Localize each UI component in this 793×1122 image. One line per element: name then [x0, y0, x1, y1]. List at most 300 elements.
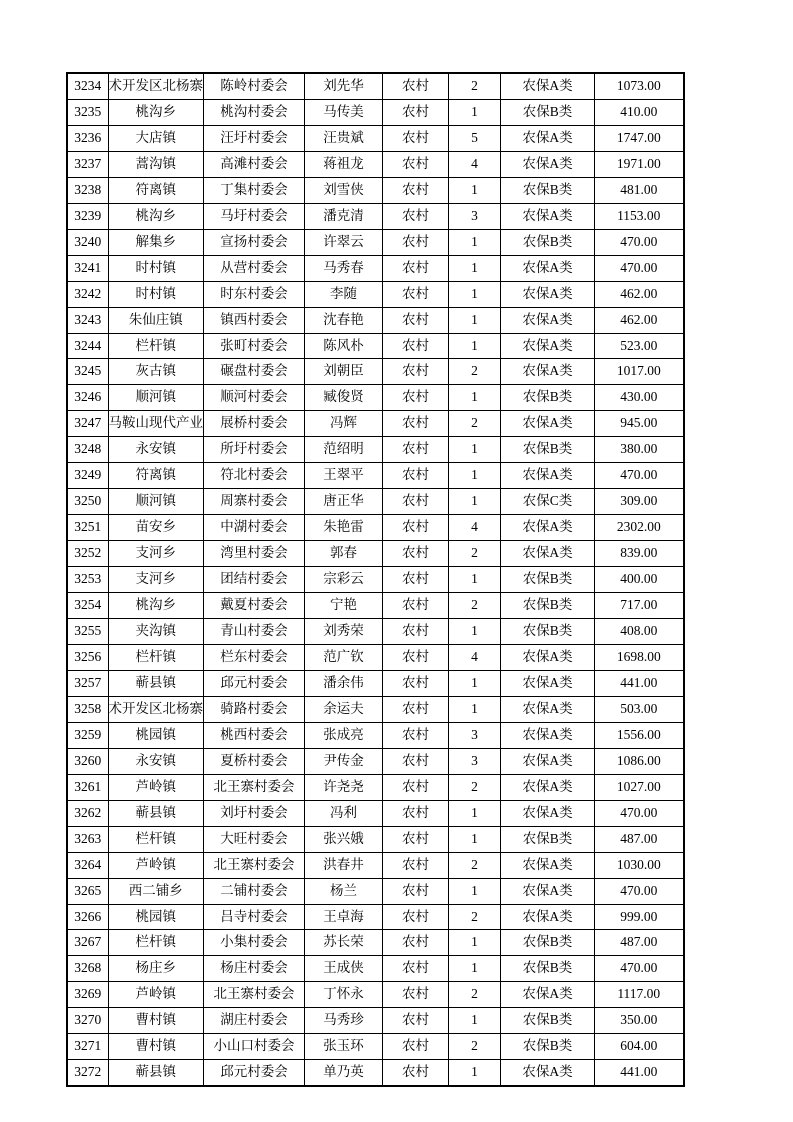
cell-town: 顺河镇: [108, 385, 204, 411]
cell-person-name: 潘克清: [305, 203, 383, 229]
cell-amount: 470.00: [595, 878, 684, 904]
cell-person-name: 许翠云: [305, 229, 383, 255]
cell-person-name: 马传美: [305, 99, 383, 125]
cell-town: 栏杆镇: [108, 644, 204, 670]
cell-household-type: 农村: [383, 1034, 449, 1060]
cell-town: 时村镇: [108, 255, 204, 281]
cell-sequence-number: 3254: [67, 593, 108, 619]
table-row: [67, 437, 684, 463]
table-row: [67, 255, 684, 281]
cell-person-name: 张成亮: [305, 722, 383, 748]
table-row: [67, 281, 684, 307]
cell-town: 桃沟乡: [108, 99, 204, 125]
cell-sequence-number: 3265: [67, 878, 108, 904]
cell-town: 桃园镇: [108, 904, 204, 930]
cell-sequence-number: 3259: [67, 722, 108, 748]
cell-person-count: 1: [449, 229, 501, 255]
cell-person-name: 唐正华: [305, 489, 383, 515]
cell-insurance-category: 农保A类: [501, 878, 595, 904]
table-row: [67, 385, 684, 411]
cell-insurance-category: 农保A类: [501, 541, 595, 567]
cell-person-name: 汪贵斌: [305, 125, 383, 151]
cell-sequence-number: 3269: [67, 982, 108, 1008]
cell-amount: 430.00: [595, 385, 684, 411]
cell-person-name: 马秀春: [305, 255, 383, 281]
cell-sequence-number: 3256: [67, 644, 108, 670]
cell-person-count: 1: [449, 177, 501, 203]
cell-household-type: 农村: [383, 748, 449, 774]
cell-person-name: 陈风朴: [305, 333, 383, 359]
cell-village-committee: 北王寨村委会: [204, 774, 305, 800]
cell-insurance-category: 农保B类: [501, 229, 595, 255]
cell-village-committee: 汪圩村委会: [204, 125, 305, 151]
cell-amount: 441.00: [595, 1060, 684, 1086]
cell-sequence-number: 3266: [67, 904, 108, 930]
cell-person-count: 2: [449, 73, 501, 99]
cell-amount: 408.00: [595, 619, 684, 645]
cell-household-type: 农村: [383, 982, 449, 1008]
cell-person-name: 范绍明: [305, 437, 383, 463]
cell-person-name: 臧俊贤: [305, 385, 383, 411]
table-row: [67, 826, 684, 852]
cell-town: 灰古镇: [108, 359, 204, 385]
cell-person-count: 1: [449, 956, 501, 982]
cell-person-count: 4: [449, 515, 501, 541]
cell-insurance-category: 农保A类: [501, 800, 595, 826]
table-row: [67, 463, 684, 489]
cell-village-committee: 所圩村委会: [204, 437, 305, 463]
cell-amount: 380.00: [595, 437, 684, 463]
cell-sequence-number: 3235: [67, 99, 108, 125]
cell-household-type: 农村: [383, 463, 449, 489]
cell-person-name: 潘余伟: [305, 670, 383, 696]
cell-household-type: 农村: [383, 800, 449, 826]
cell-person-count: 2: [449, 541, 501, 567]
cell-amount: 487.00: [595, 930, 684, 956]
cell-village-committee: 丁集村委会: [204, 177, 305, 203]
cell-amount: 470.00: [595, 255, 684, 281]
cell-village-committee: 符北村委会: [204, 463, 305, 489]
cell-village-committee: 邱元村委会: [204, 670, 305, 696]
cell-sequence-number: 3243: [67, 307, 108, 333]
cell-sequence-number: 3238: [67, 177, 108, 203]
cell-village-committee: 邱元村委会: [204, 1060, 305, 1086]
cell-amount: 1117.00: [595, 982, 684, 1008]
cell-town: 朱仙庄镇: [108, 307, 204, 333]
cell-town: 符离镇: [108, 463, 204, 489]
cell-town: 杨庄乡: [108, 956, 204, 982]
cell-insurance-category: 农保A类: [501, 904, 595, 930]
cell-town: 西二铺乡: [108, 878, 204, 904]
cell-household-type: 农村: [383, 956, 449, 982]
cell-household-type: 农村: [383, 359, 449, 385]
cell-insurance-category: 农保B类: [501, 1034, 595, 1060]
cell-amount: 470.00: [595, 956, 684, 982]
table-row: [67, 541, 684, 567]
cell-person-count: 1: [449, 1060, 501, 1086]
table-row: [67, 670, 684, 696]
cell-sequence-number: 3252: [67, 541, 108, 567]
cell-person-name: 宗彩云: [305, 567, 383, 593]
cell-sequence-number: 3241: [67, 255, 108, 281]
cell-household-type: 农村: [383, 437, 449, 463]
cell-person-count: 1: [449, 619, 501, 645]
cell-amount: 999.00: [595, 904, 684, 930]
cell-sequence-number: 3236: [67, 125, 108, 151]
cell-sequence-number: 3272: [67, 1060, 108, 1086]
cell-village-committee: 从营村委会: [204, 255, 305, 281]
cell-sequence-number: 3261: [67, 774, 108, 800]
cell-amount: 1027.00: [595, 774, 684, 800]
cell-household-type: 农村: [383, 644, 449, 670]
cell-insurance-category: 农保B类: [501, 99, 595, 125]
table-row: [67, 800, 684, 826]
cell-town: 顺河镇: [108, 489, 204, 515]
cell-household-type: 农村: [383, 1060, 449, 1086]
cell-sequence-number: 3234: [67, 73, 108, 99]
table-row: [67, 1034, 684, 1060]
cell-person-count: 2: [449, 1034, 501, 1060]
cell-town: 桃沟乡: [108, 203, 204, 229]
cell-town: 蕲县镇: [108, 1060, 204, 1086]
cell-sequence-number: 3267: [67, 930, 108, 956]
cell-amount: 839.00: [595, 541, 684, 567]
table-row: [67, 359, 684, 385]
cell-person-name: 刘朝臣: [305, 359, 383, 385]
cell-person-count: 5: [449, 125, 501, 151]
cell-insurance-category: 农保A类: [501, 151, 595, 177]
cell-village-committee: 戴夏村委会: [204, 593, 305, 619]
cell-insurance-category: 农保B类: [501, 593, 595, 619]
table-row: [67, 229, 684, 255]
cell-household-type: 农村: [383, 255, 449, 281]
table-row: [67, 333, 684, 359]
cell-village-committee: 栏东村委会: [204, 644, 305, 670]
cell-town: 曹村镇: [108, 1034, 204, 1060]
cell-amount: 717.00: [595, 593, 684, 619]
cell-amount: 1086.00: [595, 748, 684, 774]
cell-household-type: 农村: [383, 696, 449, 722]
cell-sequence-number: 3270: [67, 1008, 108, 1034]
cell-person-count: 3: [449, 722, 501, 748]
cell-village-committee: 小山口村委会: [204, 1034, 305, 1060]
cell-person-count: 3: [449, 203, 501, 229]
cell-insurance-category: 农保A类: [501, 73, 595, 99]
table-row: [67, 151, 684, 177]
cell-amount: 410.00: [595, 99, 684, 125]
cell-sequence-number: 3260: [67, 748, 108, 774]
cell-town: 解集乡: [108, 229, 204, 255]
table-row: [67, 619, 684, 645]
table-row: [67, 593, 684, 619]
cell-town: 大店镇: [108, 125, 204, 151]
cell-village-committee: 高滩村委会: [204, 151, 305, 177]
cell-sequence-number: 3244: [67, 333, 108, 359]
cell-person-name: 单乃英: [305, 1060, 383, 1086]
cell-town: 芦岭镇: [108, 982, 204, 1008]
cell-person-name: 郭春: [305, 541, 383, 567]
cell-amount: 470.00: [595, 800, 684, 826]
cell-amount: 604.00: [595, 1034, 684, 1060]
cell-town: 曹村镇: [108, 1008, 204, 1034]
cell-sequence-number: 3247: [67, 411, 108, 437]
cell-town: 桃园镇: [108, 722, 204, 748]
cell-insurance-category: 农保A类: [501, 463, 595, 489]
cell-person-name: 朱艳雷: [305, 515, 383, 541]
cell-insurance-category: 农保A类: [501, 125, 595, 151]
cell-village-committee: 骑路村委会: [204, 696, 305, 722]
cell-village-committee: 张町村委会: [204, 333, 305, 359]
cell-town: 永安镇: [108, 437, 204, 463]
cell-person-name: 丁怀永: [305, 982, 383, 1008]
cell-person-count: 2: [449, 852, 501, 878]
table-row: [67, 567, 684, 593]
cell-person-count: 1: [449, 670, 501, 696]
cell-amount: 945.00: [595, 411, 684, 437]
cell-person-name: 洪春井: [305, 852, 383, 878]
cell-sequence-number: 3250: [67, 489, 108, 515]
cell-person-name: 张玉环: [305, 1034, 383, 1060]
cell-village-committee: 桃沟村委会: [204, 99, 305, 125]
cell-town: 蕲县镇: [108, 670, 204, 696]
cell-person-name: 刘先华: [305, 73, 383, 99]
cell-household-type: 农村: [383, 177, 449, 203]
cell-insurance-category: 农保A类: [501, 255, 595, 281]
cell-person-name: 余运夫: [305, 696, 383, 722]
cell-person-count: 1: [449, 99, 501, 125]
cell-sequence-number: 3257: [67, 670, 108, 696]
cell-sequence-number: 3246: [67, 385, 108, 411]
cell-village-committee: 桃西村委会: [204, 722, 305, 748]
cell-household-type: 农村: [383, 515, 449, 541]
cell-town: 术开发区北杨寨: [108, 73, 204, 99]
table-row: [67, 904, 684, 930]
cell-sequence-number: 3255: [67, 619, 108, 645]
cell-amount: 1017.00: [595, 359, 684, 385]
cell-village-committee: 马圩村委会: [204, 203, 305, 229]
cell-person-count: 3: [449, 748, 501, 774]
cell-household-type: 农村: [383, 878, 449, 904]
cell-insurance-category: 农保A类: [501, 281, 595, 307]
cell-person-count: 1: [449, 333, 501, 359]
cell-village-committee: 顺河村委会: [204, 385, 305, 411]
cell-household-type: 农村: [383, 541, 449, 567]
cell-person-count: 1: [449, 489, 501, 515]
table-row: [67, 956, 684, 982]
cell-village-committee: 湾里村委会: [204, 541, 305, 567]
cell-town: 栏杆镇: [108, 930, 204, 956]
cell-person-name: 王翠平: [305, 463, 383, 489]
cell-insurance-category: 农保A类: [501, 1060, 595, 1086]
cell-insurance-category: 农保A类: [501, 852, 595, 878]
cell-household-type: 农村: [383, 852, 449, 878]
cell-village-committee: 团结村委会: [204, 567, 305, 593]
cell-household-type: 农村: [383, 567, 449, 593]
cell-person-name: 宁艳: [305, 593, 383, 619]
cell-person-name: 杨兰: [305, 878, 383, 904]
cell-amount: 503.00: [595, 696, 684, 722]
cell-town: 夹沟镇: [108, 619, 204, 645]
cell-person-name: 尹传金: [305, 748, 383, 774]
table-row: [67, 489, 684, 515]
cell-sequence-number: 3249: [67, 463, 108, 489]
cell-person-name: 苏长荣: [305, 930, 383, 956]
table-row: [67, 73, 684, 99]
cell-insurance-category: 农保B类: [501, 1008, 595, 1034]
table-row: [67, 125, 684, 151]
cell-village-committee: 展桥村委会: [204, 411, 305, 437]
cell-household-type: 农村: [383, 125, 449, 151]
cell-household-type: 农村: [383, 281, 449, 307]
cell-person-count: 1: [449, 255, 501, 281]
cell-person-count: 2: [449, 774, 501, 800]
records-table: [66, 72, 685, 1087]
cell-village-committee: 北王寨村委会: [204, 982, 305, 1008]
cell-sequence-number: 3239: [67, 203, 108, 229]
cell-household-type: 农村: [383, 722, 449, 748]
cell-sequence-number: 3262: [67, 800, 108, 826]
cell-village-committee: 湖庄村委会: [204, 1008, 305, 1034]
cell-village-committee: 夏桥村委会: [204, 748, 305, 774]
cell-person-name: 王卓海: [305, 904, 383, 930]
cell-sequence-number: 3271: [67, 1034, 108, 1060]
cell-amount: 1747.00: [595, 125, 684, 151]
cell-person-name: 蒋祖龙: [305, 151, 383, 177]
table-row: [67, 307, 684, 333]
cell-person-count: 1: [449, 281, 501, 307]
cell-insurance-category: 农保A类: [501, 748, 595, 774]
cell-household-type: 农村: [383, 73, 449, 99]
cell-person-count: 2: [449, 982, 501, 1008]
cell-household-type: 农村: [383, 904, 449, 930]
cell-town: 苗安乡: [108, 515, 204, 541]
cell-amount: 350.00: [595, 1008, 684, 1034]
cell-village-committee: 周寨村委会: [204, 489, 305, 515]
cell-town: 栏杆镇: [108, 826, 204, 852]
cell-household-type: 农村: [383, 333, 449, 359]
cell-amount: 309.00: [595, 489, 684, 515]
cell-household-type: 农村: [383, 307, 449, 333]
cell-sequence-number: 3251: [67, 515, 108, 541]
cell-village-committee: 镇西村委会: [204, 307, 305, 333]
table-row: [67, 411, 684, 437]
cell-person-count: 1: [449, 567, 501, 593]
cell-insurance-category: 农保A类: [501, 411, 595, 437]
cell-amount: 462.00: [595, 281, 684, 307]
cell-amount: 1556.00: [595, 722, 684, 748]
cell-sequence-number: 3237: [67, 151, 108, 177]
cell-village-committee: 杨庄村委会: [204, 956, 305, 982]
cell-household-type: 农村: [383, 670, 449, 696]
table-row: [67, 515, 684, 541]
cell-household-type: 农村: [383, 411, 449, 437]
cell-household-type: 农村: [383, 385, 449, 411]
cell-insurance-category: 农保B类: [501, 567, 595, 593]
cell-town: 时村镇: [108, 281, 204, 307]
cell-amount: 441.00: [595, 670, 684, 696]
cell-insurance-category: 农保B类: [501, 826, 595, 852]
cell-amount: 523.00: [595, 333, 684, 359]
table-row: [67, 1060, 684, 1086]
cell-town: 桃沟乡: [108, 593, 204, 619]
cell-insurance-category: 农保A类: [501, 359, 595, 385]
cell-person-count: 1: [449, 930, 501, 956]
cell-household-type: 农村: [383, 489, 449, 515]
cell-person-name: 马秀珍: [305, 1008, 383, 1034]
cell-insurance-category: 农保A类: [501, 722, 595, 748]
cell-insurance-category: 农保B类: [501, 177, 595, 203]
cell-household-type: 农村: [383, 229, 449, 255]
table-row: [67, 878, 684, 904]
cell-household-type: 农村: [383, 619, 449, 645]
cell-town: 芦岭镇: [108, 852, 204, 878]
cell-insurance-category: 农保A类: [501, 644, 595, 670]
cell-insurance-category: 农保B类: [501, 930, 595, 956]
cell-person-count: 4: [449, 151, 501, 177]
cell-amount: 1030.00: [595, 852, 684, 878]
cell-village-committee: 碾盘村委会: [204, 359, 305, 385]
table-row: [67, 696, 684, 722]
cell-person-count: 1: [449, 307, 501, 333]
cell-village-committee: 北王寨村委会: [204, 852, 305, 878]
cell-person-count: 2: [449, 411, 501, 437]
cell-town: 术开发区北杨寨: [108, 696, 204, 722]
cell-insurance-category: 农保A类: [501, 307, 595, 333]
cell-town: 马鞍山现代产业: [108, 411, 204, 437]
cell-sequence-number: 3245: [67, 359, 108, 385]
cell-insurance-category: 农保C类: [501, 489, 595, 515]
cell-town: 蕲县镇: [108, 800, 204, 826]
table-row: [67, 774, 684, 800]
cell-person-count: 2: [449, 904, 501, 930]
cell-person-name: 王成侠: [305, 956, 383, 982]
table-row: [67, 203, 684, 229]
cell-insurance-category: 农保B类: [501, 619, 595, 645]
cell-amount: 470.00: [595, 463, 684, 489]
cell-town: 蒿沟镇: [108, 151, 204, 177]
cell-town: 支河乡: [108, 567, 204, 593]
cell-insurance-category: 农保A类: [501, 203, 595, 229]
cell-household-type: 农村: [383, 1008, 449, 1034]
cell-household-type: 农村: [383, 151, 449, 177]
cell-household-type: 农村: [383, 203, 449, 229]
table-row: [67, 982, 684, 1008]
cell-person-count: 2: [449, 359, 501, 385]
cell-person-count: 1: [449, 878, 501, 904]
cell-amount: 1073.00: [595, 73, 684, 99]
cell-amount: 1971.00: [595, 151, 684, 177]
cell-person-name: 冯利: [305, 800, 383, 826]
cell-person-count: 1: [449, 826, 501, 852]
cell-sequence-number: 3263: [67, 826, 108, 852]
cell-village-committee: 宣扬村委会: [204, 229, 305, 255]
cell-village-committee: 青山村委会: [204, 619, 305, 645]
cell-sequence-number: 3268: [67, 956, 108, 982]
cell-amount: 481.00: [595, 177, 684, 203]
cell-village-committee: 二铺村委会: [204, 878, 305, 904]
table-row: [67, 748, 684, 774]
cell-person-count: 1: [449, 800, 501, 826]
cell-insurance-category: 农保B类: [501, 385, 595, 411]
table-row: [67, 852, 684, 878]
cell-amount: 1698.00: [595, 644, 684, 670]
cell-person-name: 张兴娥: [305, 826, 383, 852]
cell-person-name: 许尧尧: [305, 774, 383, 800]
cell-person-count: 2: [449, 593, 501, 619]
cell-village-committee: 陈岭村委会: [204, 73, 305, 99]
cell-sequence-number: 3248: [67, 437, 108, 463]
cell-village-committee: 大旺村委会: [204, 826, 305, 852]
